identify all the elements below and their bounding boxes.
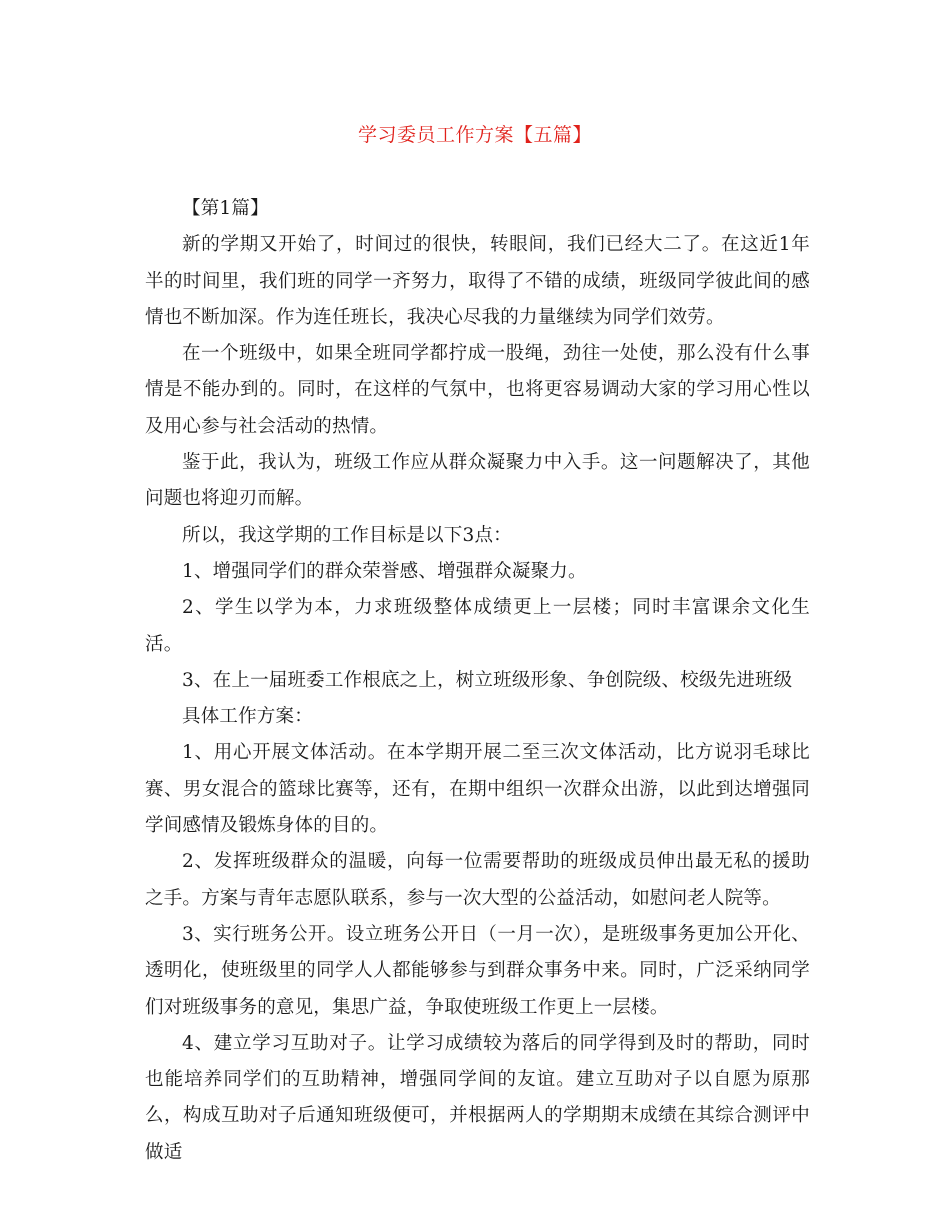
paragraph: 新的学期又开始了，时间过的很快，转眼间，我们已经大二了。在这近1年半的时间里，我们班的同学一齐努力，取得了不错的成绩，班级同学彼此间的感情也不断加深。作为连任班长，我决心尽我的力量继续为同学们效劳。 xyxy=(145,234,810,328)
list-item: 1、增强同学们的群众荣誉感、增强群众凝聚力。 xyxy=(182,560,587,582)
document-body xyxy=(145,191,810,1171)
list-item: 3、在上一届班委工作根底之上，树立班级形象、争创院级、校级先进班级 xyxy=(182,669,793,691)
list-item: 4、建立学习互助对子。让学习成绩较为落后的同学得到及时的帮助，同时也能培养同学们的互助精神，增强同学间的友谊。建立互助对子以自愿为原那么，构成互助对子后通知班级便可，并根据两人的学期期末成绩在其综合测评中做适 xyxy=(145,1032,810,1163)
paragraph: 鉴于此，我认为，班级工作应从群众凝聚力中入手。这一问题解决了，其他问题也将迎刃而解。 xyxy=(145,452,810,510)
paragraph: 在一个班级中，如果全班同学都拧成一股绳，劲往一处使，那么没有什么事情是不能办到的。同时，在这样的气氛中，也将更容易调动大家的学习用心性以及用心参与社会活动的热情。 xyxy=(145,343,810,437)
paragraph: 所以，我这学期的工作目标是以下3点： xyxy=(182,524,512,546)
section-heading: 【第1篇】 xyxy=(182,198,269,219)
paragraph: 具体工作方案： xyxy=(182,706,313,728)
document-title: 学习委员工作方案【五篇】 xyxy=(357,124,592,146)
list-item: 2、发挥班级群众的温暖，向每一位需要帮助的班级成员伸出最无私的援助之手。方案与青年志愿队联系，参与一次大型的公益活动，如慰问老人院等。 xyxy=(145,851,810,909)
list-item: 3、实行班务公开。设立班务公开日（一月一次），是班级事务更加公开化、透明化，使班级里的同学人人都能够参与到群众事务中来。同时，广泛采纳同学们对班级事务的意见，集思广益，争取使班级工作更上一层楼。 xyxy=(145,923,810,1018)
list-item: 1、用心开展文体活动。在本学期开展二至三次文体活动，比方说羽毛球比赛、男女混合的篮球比赛等，还有，在期中组织一次群众出游，以此到达增强同学间感情及锻炼身体的目的。 xyxy=(145,742,810,837)
list-item: 2、学生以学为本，力求班级整体成绩更上一层楼；同时丰富课余文化生活。 xyxy=(145,597,810,655)
